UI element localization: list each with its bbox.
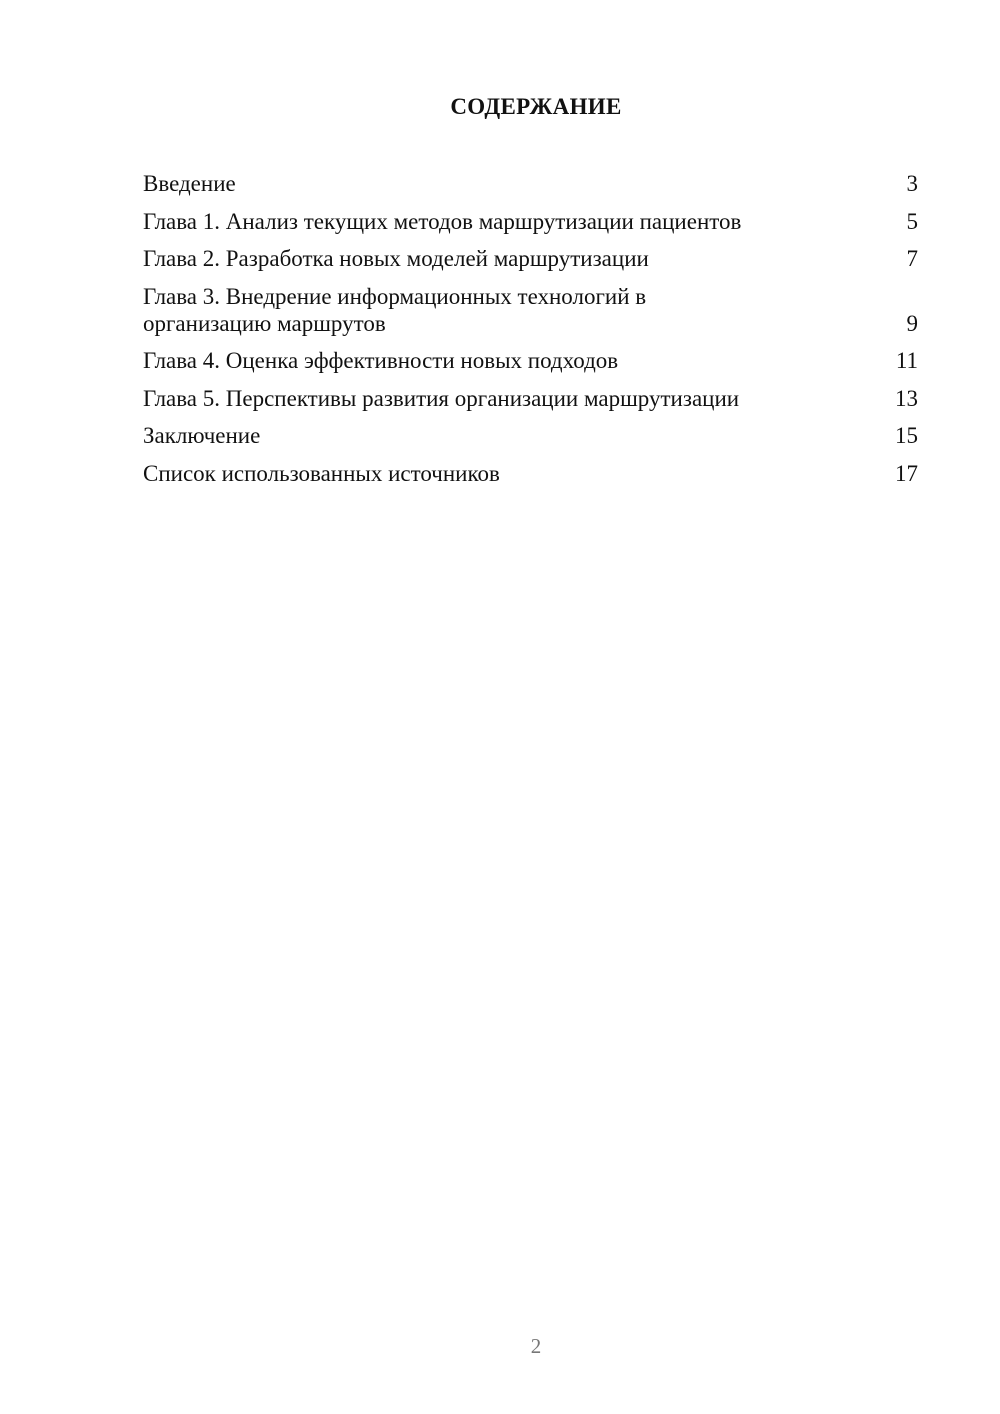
toc-entry-introduction xyxy=(143,170,918,197)
toc-entry-label: Введение xyxy=(143,171,236,196)
toc-entry-page: 13 xyxy=(895,385,918,411)
toc-entry-label: Глава 2. Разработка новых моделей маршрутизации xyxy=(143,246,649,271)
toc-entry-page: 11 xyxy=(895,348,918,373)
toc-entry-chapter-1 xyxy=(143,208,918,235)
toc-entry-page: 5 xyxy=(906,208,918,234)
toc-entry-page: 9 xyxy=(906,310,918,336)
page-number: 2 xyxy=(530,1334,542,1358)
toc-entry-label: Глава 3. Внедрение информационных технологий в организацию маршрутов xyxy=(143,283,647,336)
toc-entry-label: Заключение xyxy=(143,423,261,448)
toc-entry-label: Глава 1. Анализ текущих методов маршрутизации пациентов xyxy=(143,208,742,234)
toc-entry-chapter-3 xyxy=(143,283,918,337)
toc-entry-label: Список использованных источников xyxy=(143,460,500,486)
toc-entry-label: Глава 5. Перспективы развития организации маршрутизации xyxy=(143,385,740,411)
toc-title: СОДЕРЖАНИЕ xyxy=(450,94,622,119)
toc-entry-label: Глава 4. Оценка эффективности новых подходов xyxy=(143,348,619,373)
toc-list xyxy=(143,170,918,497)
toc-entry-conclusion xyxy=(143,422,918,449)
toc-entry-page: 3 xyxy=(906,171,918,196)
toc-entry-page: 7 xyxy=(906,246,918,271)
toc-entry-chapter-4 xyxy=(143,347,918,374)
toc-entry-chapter-5 xyxy=(143,385,918,412)
toc-entry-page: 17 xyxy=(895,460,918,486)
toc-entry-chapter-2 xyxy=(143,245,918,272)
toc-entry-references xyxy=(143,460,918,487)
toc-entry-page: 15 xyxy=(895,423,918,448)
